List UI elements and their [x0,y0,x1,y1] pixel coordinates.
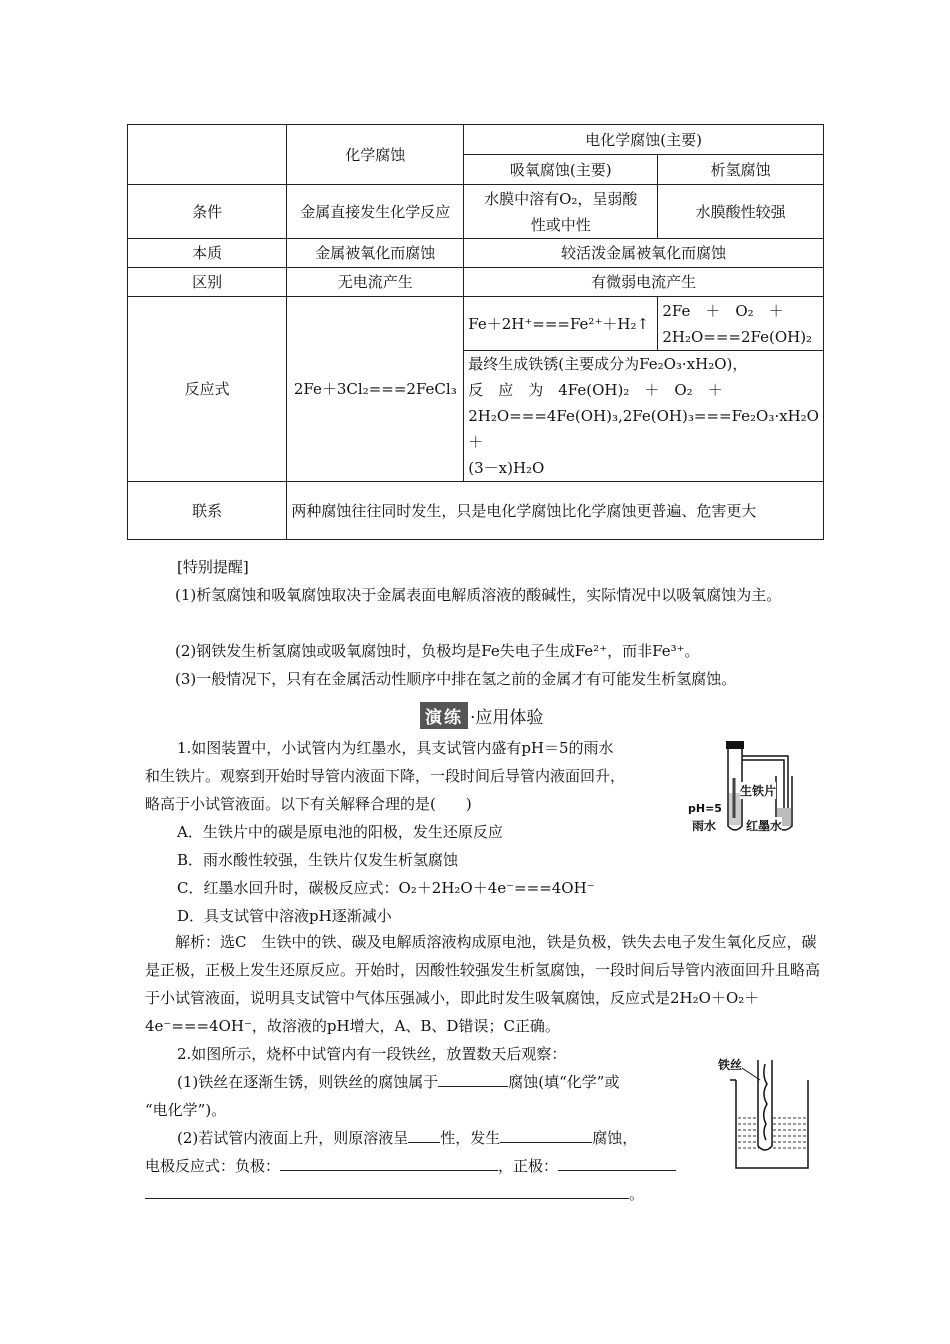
q1-line1: 1.如图装置中，小试管内为红墨水，具支试管内盛有pH＝5的雨水 [177,739,614,757]
q1-line3: 略高于小试管液面。以下有关解释合理的是( ) [145,795,472,813]
rust-line4: (3－x)H₂O [468,459,545,477]
q2-part1-text-b: 腐蚀(填“化学”或 [508,1073,620,1091]
row-label-relation: 联系 [128,482,287,540]
difference-electrochemical: 有微弱电流产生 [464,268,824,297]
answer-blank-6[interactable] [145,1182,629,1199]
q2-line1: 2.如图所示，烧杯中试管内有一段铁丝，放置数天后观察： [177,1045,567,1063]
practice-tag: 演练 [420,702,468,729]
corrosion-comparison-table [127,124,824,540]
table-corner-cell [128,125,287,185]
practice-banner [420,702,543,729]
reaction-oxygen-line2: 2H₂O===2Fe(OH)₂ [662,327,813,346]
note-3: (3)一般情况下，只有在金属活动性顺序中排在氢之前的金属才有可能发生析氢腐蚀。 [175,670,737,688]
q2-part2-text-b: 性，发生 [440,1129,501,1147]
q2-part2-text-c: 腐蚀， [592,1129,638,1147]
q1-option-b: B．雨水酸性较强，生铁片仅发生析氢腐蚀 [177,851,459,869]
rust-line1: 最终生成铁锈(主要成分为Fe₂O₃·xH₂O)， [468,355,748,373]
q2-part2-text-e: ，正极： [498,1157,559,1175]
q1-line2: 和生铁片。观察到开始时导管内液面下降，一段时间后导管内液面回升， [145,767,626,785]
condition-chemical: 金属直接发生化学反应 [287,185,464,239]
note-1: (1)析氢腐蚀和吸氧腐蚀取决于金属表面电解质溶液的酸碱性，实际情况中以吸氧腐蚀为主。 [175,586,782,604]
fig-rain-label: 雨水 [692,819,717,833]
rust-formation [464,351,824,482]
note-2: (2)钢铁发生析氢腐蚀或吸氧腐蚀时，负极均是Fe失电子生成Fe²⁺，而非Fe³⁺。 [175,642,700,660]
fig-ph-label: pH=5 [688,802,722,815]
nature-electrochemical: 较活泼金属被氧化而腐蚀 [464,239,824,268]
answer-blank-5[interactable] [558,1154,676,1171]
apparatus-figure [688,738,818,838]
row-label-difference: 区别 [128,268,287,297]
q2-part2 [177,1124,637,1152]
q1-analysis: 解析：选C 生铁中的铁、碳及电解质溶液构成原电池，铁是负极，铁失去电子发生氧化反应，碳是正极，正极上发生还原反应。开始时，因酸性较强发生析氢腐蚀，一段时间后导管内液面回升且略高于小试管液面，说明具支试管中气体压强减小，即此时发生吸氧腐蚀，反应式是2H₂O＋O₂＋4e⁻===4OH⁻，故溶液的pH增大，A、B、D错误；C正确。 [145,933,821,1035]
q2-part2-end [145,1180,644,1208]
condition-absorb-line1: 水膜中溶有O₂，呈弱酸 [484,189,638,208]
answer-blank-3[interactable] [500,1126,592,1143]
difference-chemical: 无电流产生 [287,268,464,297]
q1-option-a: A．生铁片中的碳是原电池的阳极，发生还原反应 [177,823,503,841]
header-chemical: 化学腐蚀 [287,125,464,185]
nature-chemical: 金属被氧化而腐蚀 [287,239,464,268]
condition-hydrogen: 水膜酸性较强 [658,185,824,239]
condition-absorb-line2: 性或中性 [530,215,591,234]
rust-line3: 2H₂O===4Fe(OH)₃,2Fe(OH)₃===Fe₂O₃·xH₂O＋ [468,407,819,451]
row-label-reaction: 反应式 [128,297,287,482]
answer-blank-1[interactable] [438,1070,508,1087]
notes-title: [特别提醒] [177,558,249,576]
q2-part2-text-f: 。 [629,1185,645,1203]
fig-ink-label: 红墨水 [746,819,783,833]
q1-option-d: D．具支试管中溶液pH逐渐减小 [177,907,392,925]
q2-part2-text-a: (2)若试管内液面上升，则原溶液呈 [177,1129,409,1147]
q2-part2-cont [145,1152,676,1180]
beaker-figure [712,1056,812,1176]
relation-text: 两种腐蚀往往同时发生，只是电化学腐蚀比化学腐蚀更普遍、危害更大 [287,482,824,540]
q2-part1-cont: “电化学”)。 [145,1101,227,1119]
q2-part1 [177,1068,619,1096]
row-label-nature: 本质 [128,239,287,268]
header-electrochemical: 电化学腐蚀(主要) [464,125,824,155]
reaction-chemical: 2Fe＋3Cl₂===2FeCl₃ [287,297,464,482]
rust-line2: 反 应 为 4Fe(OH)₂ ＋ O₂ ＋ [468,381,723,399]
header-oxygen-absorption: 吸氧腐蚀(主要) [464,155,658,185]
q1-option-c: C．红墨水回升时，碳极反应式：O₂＋2H₂O＋4e⁻===4OH⁻ [177,879,595,897]
answer-blank-2[interactable] [408,1126,440,1143]
practice-subtitle: ·应用体验 [470,708,544,728]
answer-blank-4[interactable] [280,1154,498,1171]
fig-iron-label: 生铁片 [740,784,777,798]
row-label-condition: 条件 [128,185,287,239]
reaction-oxygen [658,297,824,351]
q2-part1-text-a: (1)铁丝在逐渐生锈，则铁丝的腐蚀属于 [177,1073,439,1091]
reaction-hydrogen: Fe＋2H⁺===Fe²⁺＋H₂↑ [464,297,658,351]
fig-wire-label: 铁丝 [718,1058,743,1072]
beaker-drawing [712,1056,812,1176]
condition-oxygen-absorption [464,185,658,239]
reaction-oxygen-line1: 2Fe ＋ O₂ ＋ [662,301,784,320]
header-hydrogen-evolution: 析氢腐蚀 [658,155,824,185]
q2-part2-text-d: 电极反应式：负极： [145,1157,281,1175]
